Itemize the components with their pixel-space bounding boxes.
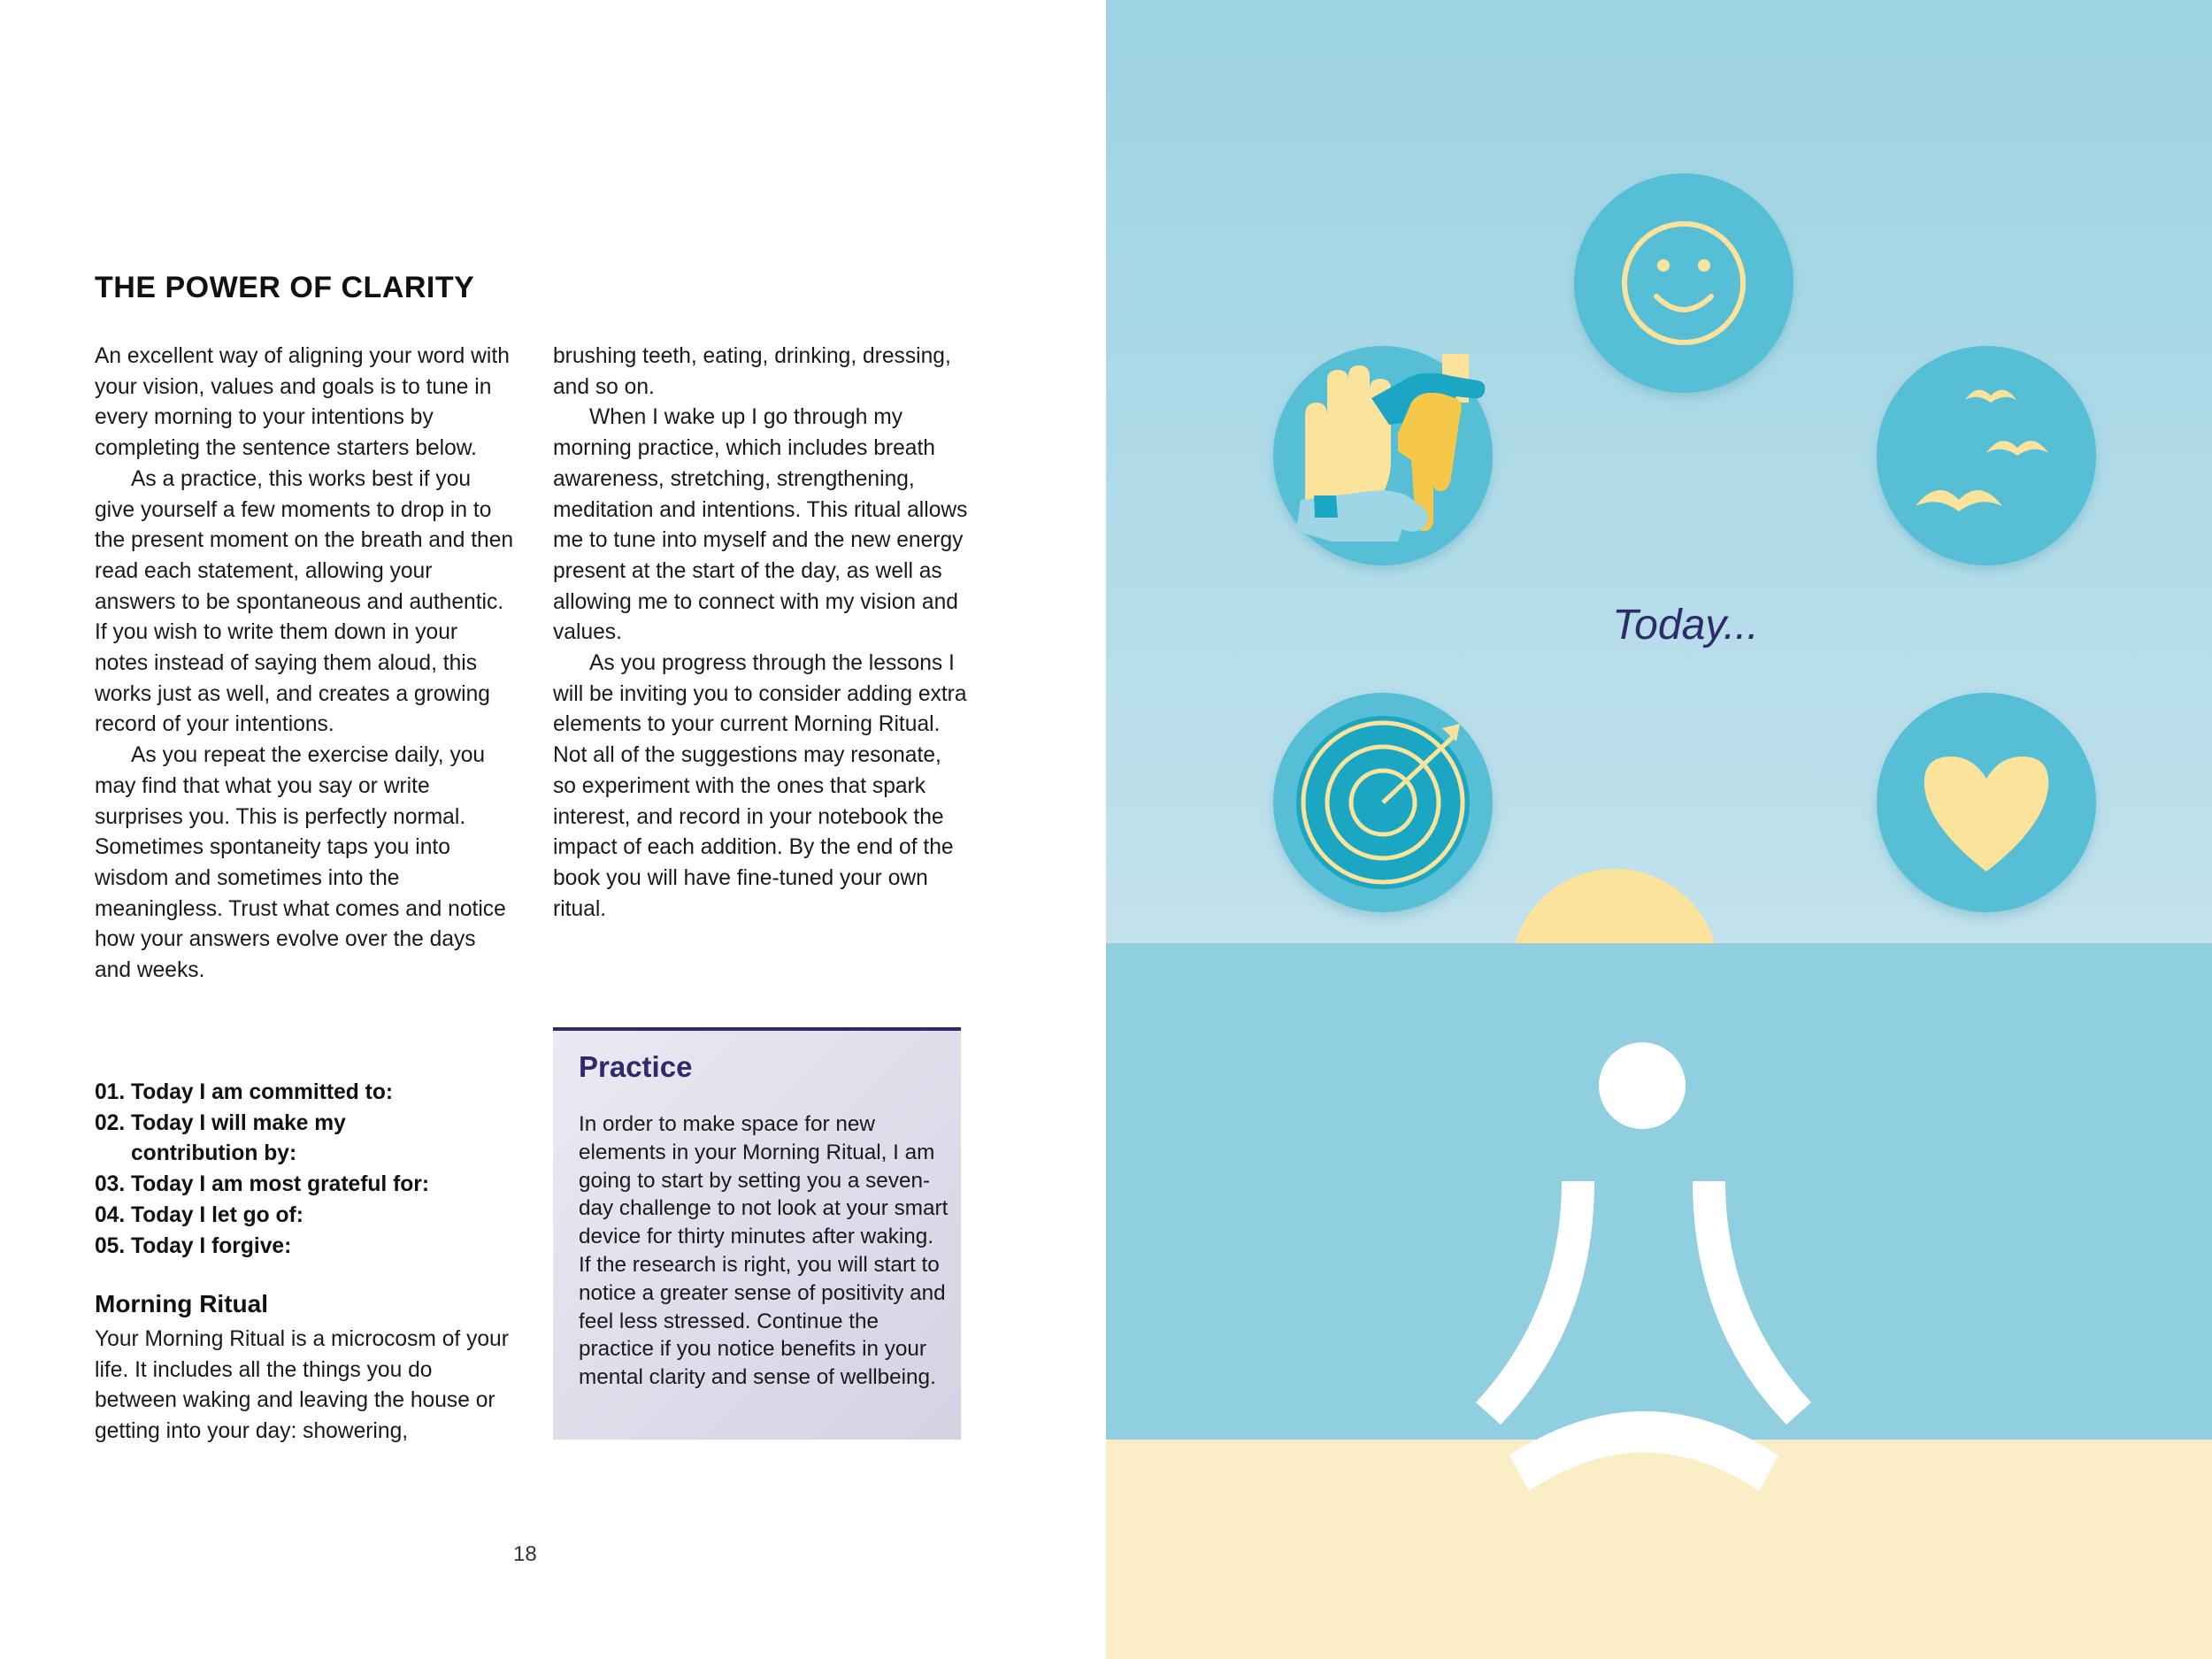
list-number: 05. — [95, 1233, 126, 1258]
paragraph: As you progress through the lessons I will be inviting you to consider adding extra elements to your current Morning Ritual. Not all of the suggestions may resonate, so experiment with the ones that spark interest, and record in your notebook the impact of each addition. By the end of the book you will have fine-tuned your own ritual. — [553, 651, 967, 921]
helping-hands-icon — [1273, 346, 1493, 565]
illustration — [1106, 0, 2212, 1659]
list-item — [95, 1201, 515, 1232]
smiley-face-icon — [1574, 173, 1793, 393]
morning-ritual-subheading: Morning Ritual — [95, 1290, 268, 1317]
list-number: 03. — [95, 1172, 126, 1197]
sentence-starters-list — [95, 1078, 515, 1262]
list-item — [95, 1232, 515, 1263]
sand — [1106, 1440, 2212, 1659]
list-number: 04. — [95, 1202, 126, 1227]
practice-title: Practice — [579, 1050, 693, 1083]
paragraph: When I wake up I go through my morning practice, which includes breath awareness, stretching, strengthening, meditation and intentions. This ritual allows me to tune into myself and the new energy present at the start of the day, as well as allowing me to connect with my vision and values. — [553, 405, 968, 645]
list-number: 01. — [95, 1080, 126, 1104]
list-item — [95, 1170, 515, 1201]
list-text: Today I let go of: — [131, 1202, 303, 1227]
heart-icon — [1877, 693, 2096, 912]
column-2 — [553, 342, 969, 925]
list-text: Today I forgive: — [131, 1233, 292, 1258]
water — [1106, 943, 2212, 1440]
birds-icon — [1877, 346, 2096, 565]
right-page-illustration — [1106, 0, 2212, 1659]
page-number: 18 — [513, 1542, 537, 1566]
list-item — [95, 1078, 515, 1109]
list-number: 02. — [95, 1110, 126, 1135]
today-text: Today... — [1612, 602, 1759, 649]
practice-box — [553, 1027, 961, 1440]
list-item — [95, 1109, 515, 1170]
column-1 — [95, 342, 515, 987]
paragraph: Your Morning Ritual is a microcosm of your life. It includes all the things you do between waking and leaving the house or getting into your day: showering, — [95, 1327, 509, 1444]
paragraph: As you repeat the exercise daily, you may find that what you say or write surprises you. This is perfectly normal. Sometimes spontaneity taps you into wisdom and sometimes into the meaningless. Trust what comes and notice how your answers evolve over the days and weeks. — [95, 743, 506, 983]
morning-ritual-text — [95, 1325, 515, 1448]
target-icon — [1273, 693, 1493, 912]
paragraph: An excellent way of aligning your word with your vision, values and goals is to tune in every morning to your intentions by completing the sentence starters below. — [95, 344, 510, 461]
list-text: Today I am most grateful for: — [131, 1172, 430, 1197]
page-heading: THE POWER OF CLARITY — [95, 271, 475, 304]
paragraph: brushing teeth, eating, drinking, dressing, and so on. — [553, 344, 951, 399]
list-text: Today I will make my contribution by: — [131, 1110, 346, 1166]
practice-body: In order to make space for new elements in your Morning Ritual, I am going to start by setting you a seven-day challenge to not look at your smart device for thirty minutes after waking. If the research is right, you will start to notice a greater sense of positivity and feel less stressed. Continue the practice if you notice benefits in your mental clarity and sense of wellbeing. — [579, 1112, 949, 1390]
paragraph: As a practice, this works best if you give yourself a few moments to drop in to the present moment on the breath and then read each statement, allowing your answers to be spontaneous and authentic. If you wish to write them down in your notes instead of saying them aloud, this works just as well, and creates a growing record of your intentions. — [95, 466, 514, 737]
list-text: Today I am committed to: — [131, 1080, 394, 1104]
